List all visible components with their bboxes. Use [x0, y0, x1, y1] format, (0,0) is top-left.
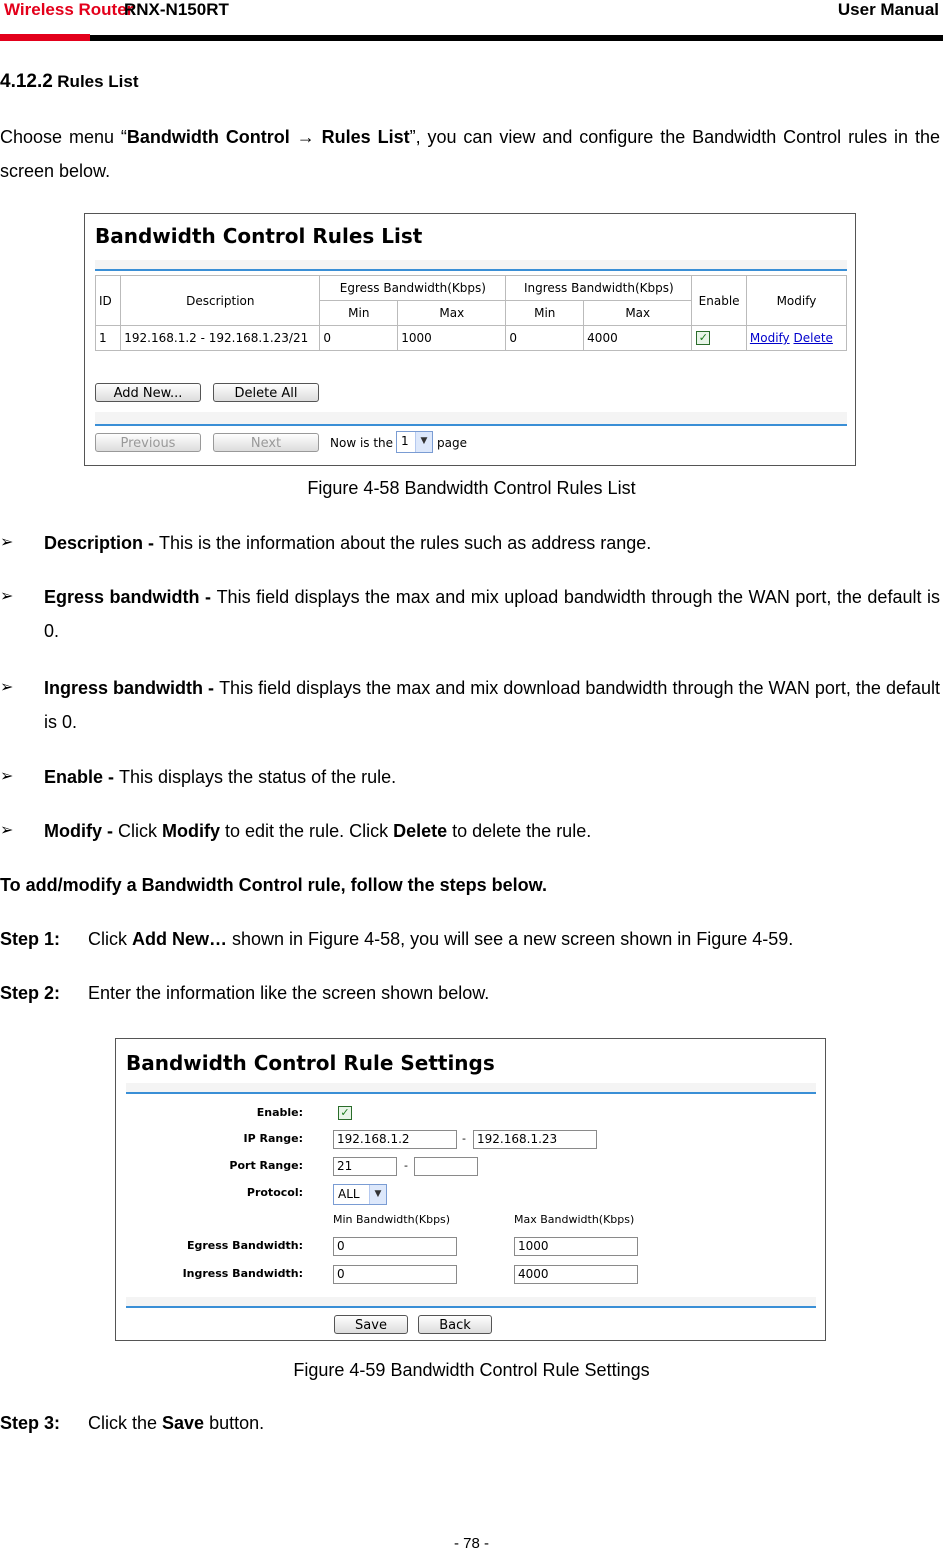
previous-button[interactable]: Previous	[95, 433, 201, 452]
enable-label: Enable:	[256, 1106, 303, 1119]
delete-all-button[interactable]: Delete All	[213, 383, 319, 402]
page-select[interactable]	[396, 431, 433, 453]
section-number: 4.12.2	[0, 71, 53, 92]
port-start-input[interactable]: 21	[333, 1157, 397, 1176]
title-divider	[126, 1092, 816, 1094]
ingress-min-header: Min	[506, 301, 584, 326]
rule-settings-title: Bandwidth Control Rule Settings	[126, 1051, 495, 1075]
col-id-header: ID	[96, 276, 121, 326]
section-heading	[0, 71, 139, 93]
min-bandwidth-header: Min Bandwidth(Kbps)	[333, 1213, 451, 1226]
arrowhead-icon: ➢	[0, 588, 14, 605]
rules-list-title: Bandwidth Control Rules List	[95, 224, 423, 248]
header-rule-black	[90, 35, 943, 41]
arrowhead-icon: ➢	[0, 679, 14, 696]
bullet-ingress: ➢ Ingress bandwidth - This field displays the max and mix download bandwidth through the WAN port, the default is 0.	[0, 671, 940, 739]
egress-max-input[interactable]: 1000	[514, 1237, 638, 1256]
header-rule-red	[0, 34, 90, 41]
bullet-enable: ➢ Enable - This displays the status of the rule.	[0, 760, 940, 794]
chevron-down-icon: ▼	[415, 432, 432, 452]
col-enable-header: Enable	[692, 276, 747, 326]
page-number: - 78 -	[453, 1535, 489, 1552]
footer-divider	[95, 424, 847, 426]
ingress-max-input[interactable]: 4000	[514, 1265, 638, 1284]
egress-max-header: Max	[398, 301, 506, 326]
row-ingress-min: 0	[506, 326, 584, 351]
col-ingress-header: Ingress Bandwidth(Kbps)	[506, 276, 692, 301]
row-enable-cell	[692, 326, 747, 351]
table-row	[96, 326, 847, 351]
arrowhead-icon: ➢	[0, 822, 14, 839]
egress-min-input[interactable]: 0	[333, 1237, 457, 1256]
row-description: 192.168.1.2 - 192.168.1.23/21	[121, 326, 320, 351]
enable-checkbox[interactable]: ✓	[338, 1106, 352, 1120]
page-select-value: 1	[401, 434, 409, 448]
protocol-value: ALL	[338, 1187, 360, 1201]
add-new-button[interactable]: Add New...	[95, 383, 201, 402]
figure-59-caption: Figure 4-59 Bandwidth Control Rule Settings	[293, 1360, 650, 1380]
next-button[interactable]: Next	[213, 433, 319, 452]
row-ingress-max: 4000	[584, 326, 692, 351]
page-label: page	[437, 436, 467, 450]
steps-heading: To add/modify a Bandwidth Control rule, follow the steps below.	[0, 875, 548, 895]
ip-start-input[interactable]: 192.168.1.2	[333, 1130, 457, 1149]
row-egress-min: 0	[320, 326, 398, 351]
arrowhead-icon: ➢	[0, 534, 14, 551]
ingress-max-header: Max	[584, 301, 692, 326]
back-button[interactable]: Back	[418, 1315, 492, 1334]
header-brand: Wireless Router	[4, 0, 134, 19]
title-divider	[95, 269, 847, 271]
max-bandwidth-header: Max Bandwidth(Kbps)	[514, 1213, 635, 1226]
row-modify-cell	[746, 326, 846, 351]
protocol-select[interactable]	[333, 1184, 387, 1205]
delete-link[interactable]: Delete	[793, 331, 833, 345]
save-button[interactable]: Save	[334, 1315, 408, 1334]
port-end-input[interactable]	[414, 1157, 478, 1176]
now-is-the-label: Now is the	[330, 436, 394, 450]
bullet-egress: ➢ Egress bandwidth - This field displays the max and mix upload bandwidth through the WAN port, the default is 0.	[0, 580, 940, 648]
rules-table	[95, 275, 847, 351]
header-model: RNX-N150RT	[124, 0, 229, 19]
col-egress-header: Egress Bandwidth(Kbps)	[320, 276, 506, 301]
enable-checkbox[interactable]: ✓	[696, 331, 710, 345]
rule-settings-screenshot	[115, 1038, 826, 1341]
port-range-label: Port Range:	[229, 1159, 303, 1172]
arrowhead-icon: ➢	[0, 768, 14, 785]
egress-min-header: Min	[320, 301, 398, 326]
bullet-description: ➢ Description - This is the information about the rules such as address range.	[0, 526, 940, 560]
menu-path: Bandwidth Control → Rules List	[126, 127, 410, 147]
row-id: 1	[96, 326, 121, 351]
footer-divider	[126, 1306, 816, 1308]
bullet-modify: ➢ Modify - Click Modify to edit the rule. Click Delete to delete the rule.	[0, 814, 940, 848]
col-description-header: Description	[121, 276, 320, 326]
section-title: Rules List	[57, 72, 139, 91]
col-modify-header: Modify	[746, 276, 846, 326]
modify-link[interactable]: Modify	[749, 331, 790, 345]
figure-58-caption: Figure 4-58 Bandwidth Control Rules List	[307, 478, 636, 498]
chevron-down-icon: ▼	[369, 1185, 386, 1204]
ip-range-label: IP Range:	[243, 1132, 303, 1145]
ingress-bandwidth-label: Ingress Bandwidth:	[182, 1267, 303, 1280]
rules-list-screenshot	[84, 213, 856, 466]
egress-bandwidth-label: Egress Bandwidth:	[186, 1239, 303, 1252]
ingress-min-input[interactable]: 0	[333, 1265, 457, 1284]
header-manual: User Manual	[837, 0, 939, 19]
ip-range-dash: -	[462, 1132, 466, 1145]
ip-end-input[interactable]: 192.168.1.23	[473, 1130, 597, 1149]
intro-paragraph: Choose menu “Bandwidth Control → Rules List”, you can view and configure the Bandwidth Control rules in the screen below.	[0, 127, 940, 181]
protocol-label: Protocol:	[246, 1186, 303, 1199]
port-range-dash: -	[404, 1159, 408, 1172]
row-egress-max: 1000	[398, 326, 506, 351]
